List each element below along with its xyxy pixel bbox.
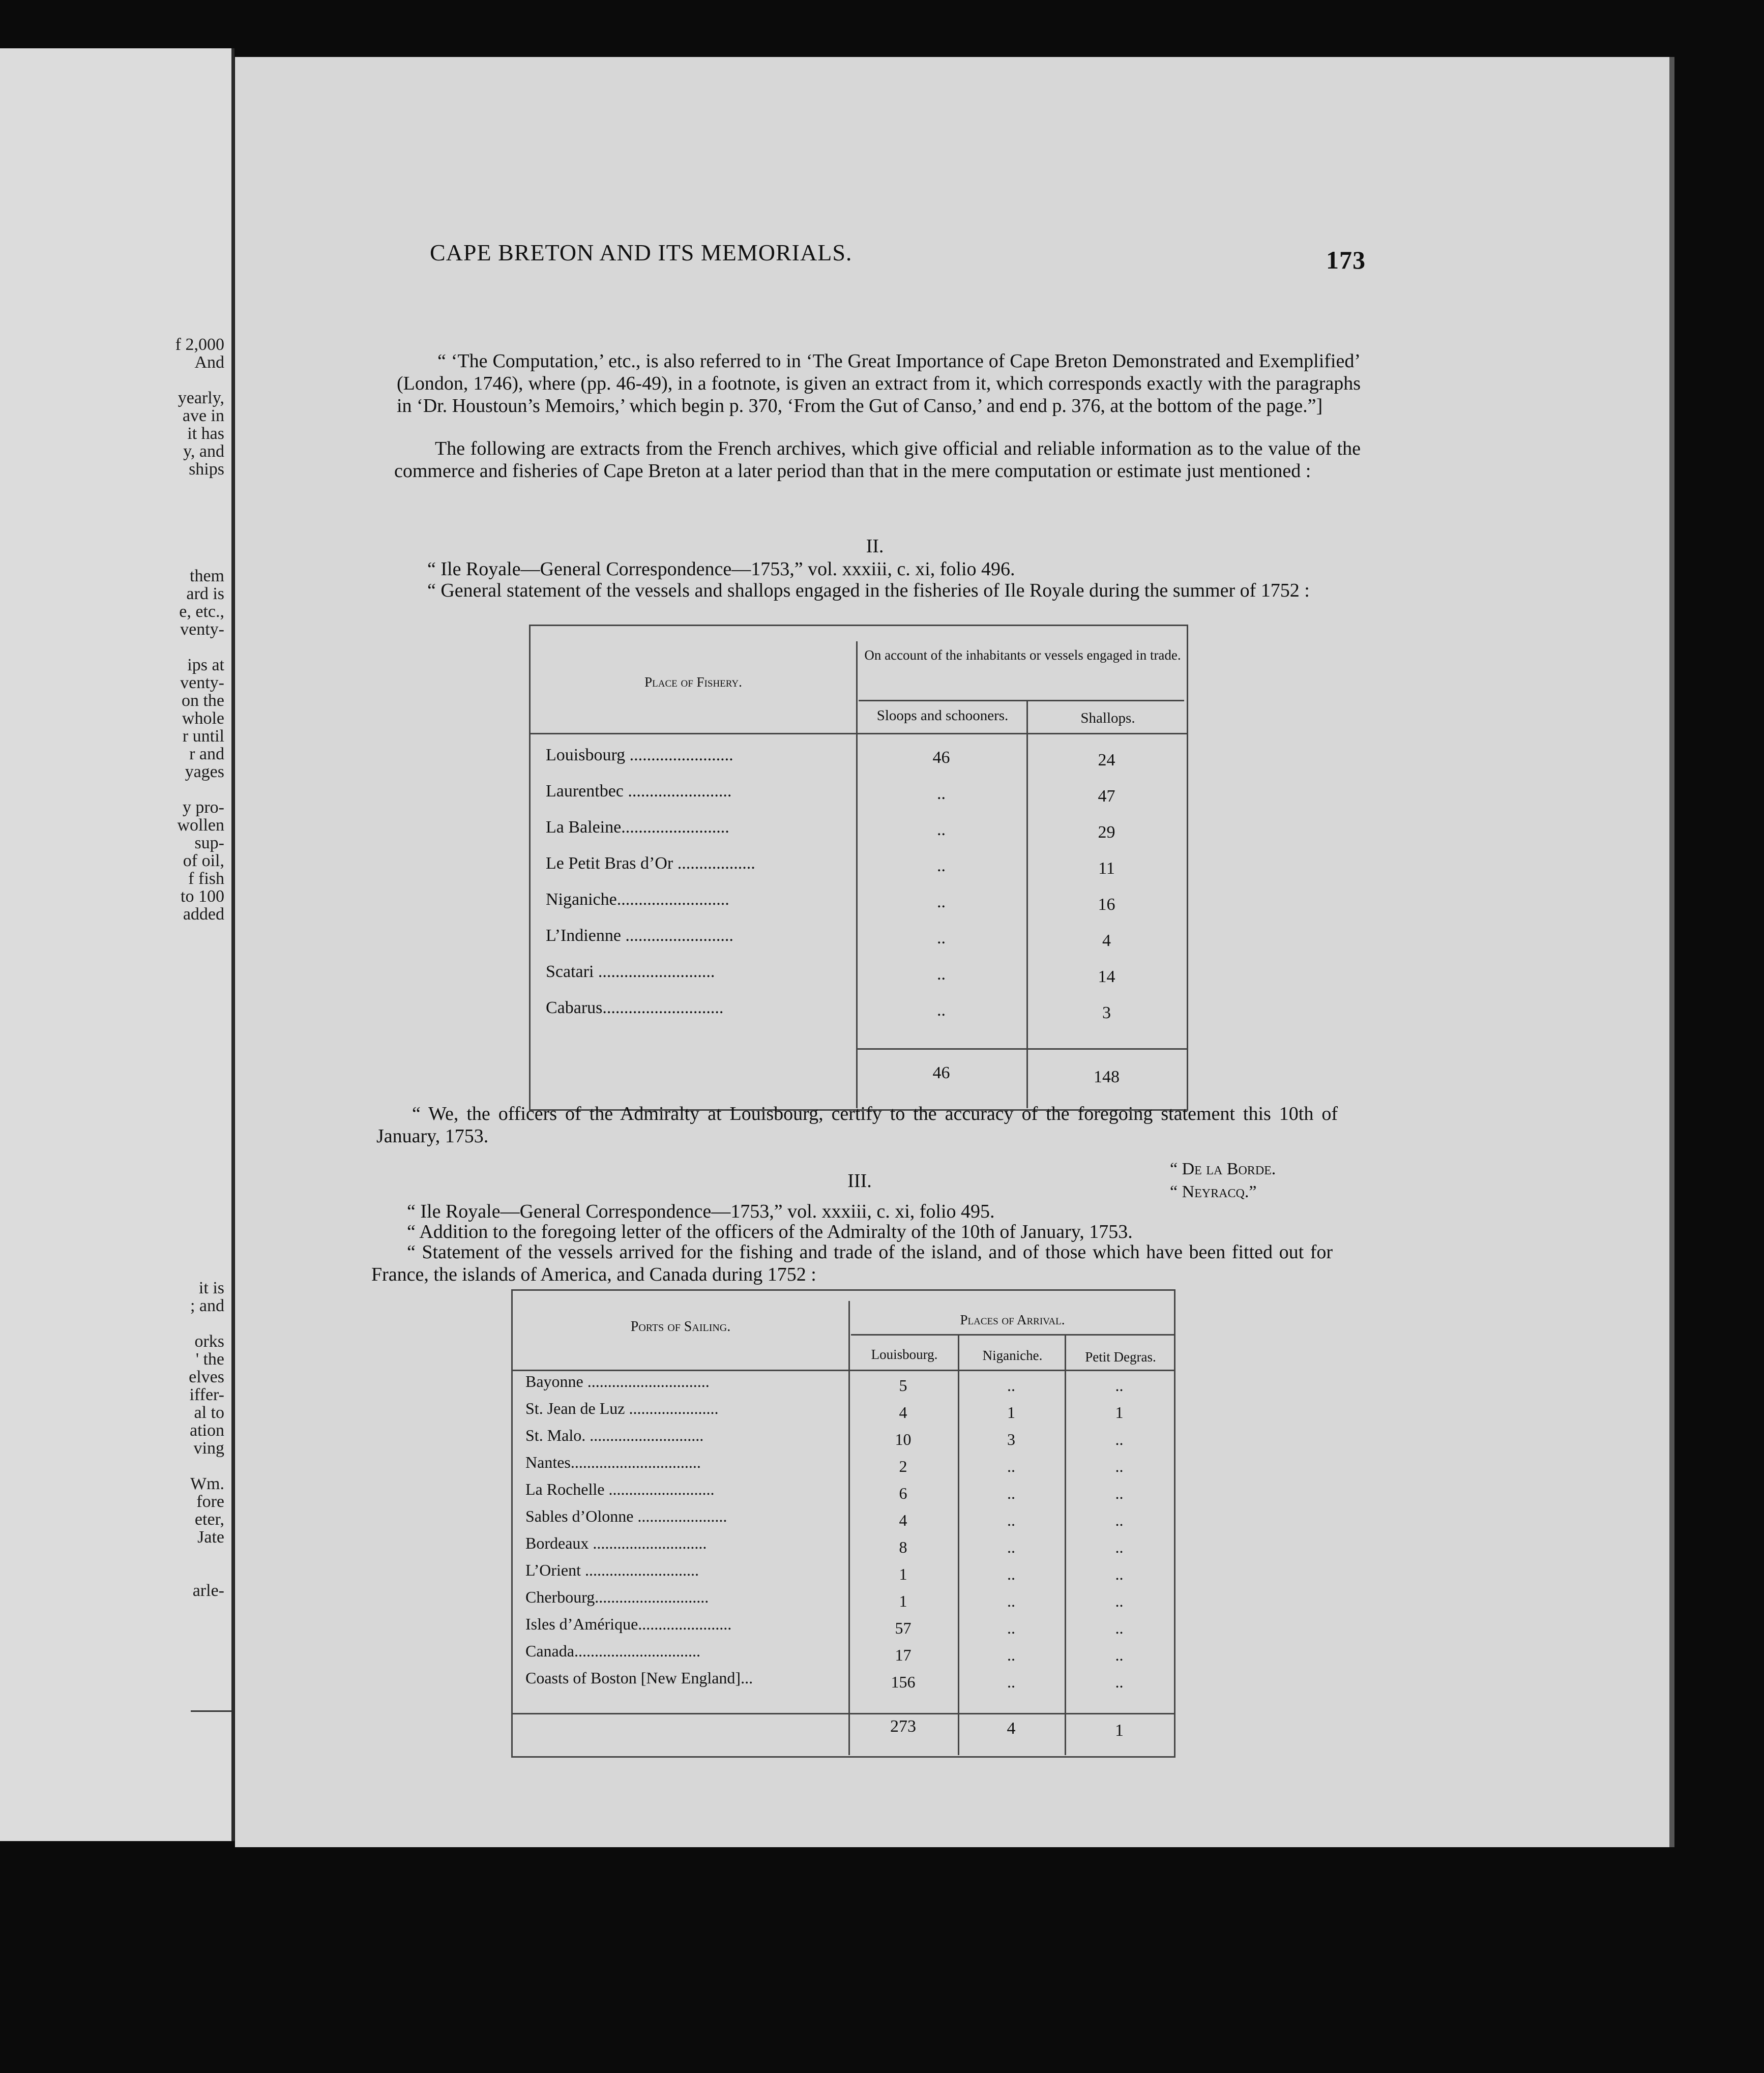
facing-page-line [175,549,224,567]
facing-page-line: venty- [180,673,224,692]
facing-page-line: arle- [192,1581,224,1600]
facing-page-line: whole [182,709,224,728]
petit-value: .. [1115,1592,1124,1610]
sloops-value: .. [937,893,946,911]
facing-page-line [175,1172,224,1190]
facing-page-line: Wm. [190,1474,224,1493]
louisbourg-value: 6 [899,1484,907,1502]
facing-page-line: And [194,353,224,372]
niganiche-value: 1 [1007,1403,1015,1422]
col-group-header: On account of the inhabitants or vessels engaged in trade. [864,647,1181,663]
shallops-value: 24 [1098,751,1115,769]
shallops-value: 29 [1098,823,1115,842]
petit-value: .. [1115,1484,1124,1502]
total-petit-degras: 1 [1115,1721,1124,1740]
facing-page-line [175,514,224,531]
petit-value: .. [1115,1673,1124,1691]
total-sloops: 46 [932,1063,950,1082]
col-header-petit-degras: Petit Degras. [1085,1349,1156,1365]
facing-page-line: ard is [186,584,224,603]
sloops-value: 46 [932,748,950,767]
facing-page-line: ation [190,1421,224,1440]
port-of-sailing: Coasts of Boston [New England]... [525,1669,753,1687]
petit-value: .. [1115,1376,1124,1395]
sloops-value: .. [937,856,946,875]
facing-page-line [175,1208,224,1226]
facing-page-line: orks [194,1332,224,1351]
total-rule [513,1713,1174,1714]
facing-page-line: ving [193,1439,224,1458]
facing-page-line: r and [189,745,224,763]
facing-page-line [175,923,224,941]
louisbourg-value: 8 [899,1538,907,1556]
facing-page-line: f 2,000 [175,335,224,354]
section-iii-numeral: III. [847,1170,872,1192]
facing-page-line: ave in [182,406,224,425]
section-ii-source: “ Ile Royale—General Correspondence—1753,” vol. xxxiii, c. xi, folio 496. [427,558,1015,580]
facing-page-line: ; and [190,1296,224,1315]
shallops-value: 16 [1098,895,1115,914]
section-ii-statement: “ General statement of the vessels and shallops engaged in the fisheries of Ile Royale during the summer of 1752 : [427,580,1310,601]
port-of-sailing: La Rochelle .......................... [525,1480,715,1498]
port-of-sailing: Canada............................... [525,1642,700,1660]
signature-neyracq: “ Neyracq.” [1170,1182,1257,1201]
sloops-value: .. [937,929,946,947]
facing-page-line: eter, [194,1510,224,1529]
col-header-louisbourg: Louisbourg. [871,1347,938,1362]
col-header-niganiche: Niganiche. [982,1348,1043,1363]
facing-page-text [175,336,224,1600]
niganiche-value: .. [1007,1484,1015,1502]
sloops-value: .. [937,820,946,839]
col-header-sloops: Sloops and schooners. [876,707,1009,724]
facing-page-line: on the [181,691,224,710]
louisbourg-value: 4 [899,1403,907,1422]
port-of-sailing: Sables d’Olonne ...................... [525,1507,727,1525]
signature-de-la-borde: “ De la Borde. [1170,1160,1276,1178]
louisbourg-value: 17 [895,1646,912,1664]
louisbourg-value: 57 [895,1619,912,1637]
facing-page-line [175,371,224,389]
petit-value: 1 [1115,1403,1124,1422]
total-louisbourg: 273 [890,1717,916,1736]
facing-page-line [175,1065,224,1083]
facing-page-line [175,496,224,514]
section-iii-addition: “ Addition to the foregoing letter of the officers of the Admiralty of the 10th of January, 1753. [407,1221,1133,1242]
louisbourg-value: 1 [899,1592,907,1610]
total-rule [856,1048,1187,1050]
facing-page-line [175,531,224,549]
port-of-sailing: St. Jean de Luz ...................... [525,1399,719,1417]
facing-page-line [175,1457,224,1475]
facing-page-line: it has [187,424,224,443]
facing-page-line [175,1083,224,1101]
facing-page-line: al to [194,1403,224,1422]
col-header-shallops: Shallops. [1080,710,1135,726]
facing-page-line: y pro- [182,798,224,817]
facing-page-line [175,1315,224,1332]
section-iii-statement: “ Statement of the vessels arrived for the fishing and trade of the island, and of those which have been fitted out for France, the islands of America, and Canada during 1752 : [371,1241,1333,1285]
total-shallops: 148 [1094,1068,1120,1086]
intro-paragraph: The following are extracts from the French archives, which give official and reliable information as to the value of the commerce and fisheries of Cape Breton at a later period than that in the mere computation or estimate just mentioned : [394,438,1361,482]
port-of-sailing: St. Malo. ............................ [525,1426,704,1444]
facing-page-rule [191,1710,231,1712]
section-ii-numeral: II. [866,536,884,557]
facing-page-line: of oil, [183,851,224,870]
facing-page-line: it is [198,1279,224,1297]
facing-page-line [175,1137,224,1154]
fisheries-table [529,625,1188,1111]
shallops-value: 3 [1102,1003,1111,1022]
petit-value: .. [1115,1511,1124,1529]
facing-page-line [175,941,224,959]
col-header-place: Place of Fishery. [644,674,742,690]
louisbourg-value: 2 [899,1457,907,1475]
facing-page-line: yearly, [178,389,224,407]
louisbourg-value: 10 [895,1430,912,1448]
running-title: CAPE BRETON AND ITS MEMORIALS. [430,240,852,265]
shallops-value: 4 [1102,931,1111,950]
facing-page-line: y, and [183,442,224,461]
header-rule [859,700,1184,701]
header-rule [531,733,1187,734]
facing-page-line [175,1261,224,1279]
intro-quote: “ ‘The Computation,’ etc., is also referred to in ‘The Great Importance of Cape Breton Demonstrated and Exemplified’ (London, 1746), where (pp. 46-49), in a footnote, is given an extract from it, which corresponds exactly with the paragraphs in ‘Dr. Houstoun’s Memoirs,’ which begin p. 370, ‘From the Gut of Canso,’ and end p. 376, at the bottom of the page.”] [397,350,1361,417]
facing-page-line: r until [182,727,224,746]
facing-page-line: elves [189,1368,224,1386]
facing-page-line: f fish [188,869,224,888]
port-of-sailing: Bayonne .............................. [525,1372,710,1390]
facing-page-line: ships [189,460,224,479]
facing-page-line [175,1101,224,1119]
facing-page-line: e, etc., [179,602,224,621]
niganiche-value: .. [1007,1673,1015,1691]
fishery-place: Cabarus............................ [546,998,724,1017]
facing-page-line [175,1012,224,1030]
col-group-arrival: Places of Arrival. [960,1312,1065,1327]
niganiche-value: .. [1007,1619,1015,1637]
port-of-sailing: Cherbourg............................ [525,1588,709,1606]
niganiche-value: .. [1007,1511,1015,1529]
facing-page-line: them [190,567,224,585]
facing-page-line: yages [185,762,224,781]
facing-page-line [175,994,224,1012]
niganiche-value: .. [1007,1646,1015,1664]
facing-page-line [175,1119,224,1137]
facing-page-line: Jate [197,1528,224,1547]
shallops-value: 14 [1098,967,1115,986]
facing-page-line: fore [196,1492,224,1511]
header-rule [513,1370,1174,1371]
louisbourg-value: 4 [899,1511,907,1529]
sloops-value: .. [937,965,946,984]
port-of-sailing: Nantes................................ [525,1453,701,1471]
port-of-sailing: Bordeaux ............................ [525,1534,707,1552]
petit-value: .. [1115,1646,1124,1664]
facing-page-line [175,1154,224,1172]
niganiche-value: .. [1007,1538,1015,1556]
fishery-place: L’Indienne ......................... [546,926,733,945]
niganiche-value: 3 [1007,1430,1015,1448]
total-niganiche: 4 [1007,1719,1016,1738]
facing-page-line [175,959,224,976]
facing-page-line: iffer- [189,1385,224,1404]
facing-page-line [175,1190,224,1208]
arrivals-table [511,1289,1175,1758]
section-iii-source: “ Ile Royale—General Correspondence—1753,” vol. xxxiii, c. xi, folio 495. [407,1201,995,1222]
facing-page-line: venty- [180,620,224,639]
page-number: 173 [1326,246,1366,274]
facing-page-line [175,1048,224,1065]
petit-value: .. [1115,1619,1124,1637]
sloops-value: .. [937,1001,946,1020]
col-header-ports: Ports of Sailing. [630,1319,731,1335]
niganiche-value: .. [1007,1592,1015,1610]
facing-page-line: wollen [177,816,224,835]
shallops-value: 11 [1098,859,1115,878]
facing-page-line [175,1564,224,1582]
fishery-place: Laurentbec ........................ [546,782,732,801]
fishery-place: Scatari ........................... [546,962,715,981]
facing-page-line [175,1546,224,1564]
facing-page-line [175,1226,224,1243]
facing-page-line: ' the [195,1350,224,1369]
facing-page-line [175,781,224,798]
shallops-value: 47 [1098,787,1115,806]
niganiche-value: .. [1007,1376,1015,1395]
petit-value: .. [1115,1457,1124,1475]
facing-page-line: sup- [194,834,224,852]
fishery-place: Louisbourg ........................ [546,746,733,764]
facing-page-line [175,1243,224,1261]
facing-page-line [175,1030,224,1048]
admiralty-certification: “ We, the officers of the Admiralty at Louisbourg, certify to the accuracy of the foregoing statement this 10th of January, 1753. [376,1103,1338,1147]
facing-page-line [175,976,224,994]
facing-page [0,48,234,1841]
facing-page-line: added [183,905,224,924]
facing-page-line: to 100 [181,887,224,906]
louisbourg-value: 5 [899,1376,907,1395]
niganiche-value: .. [1007,1565,1015,1583]
fishery-place: Le Petit Bras d’Or .................. [546,854,755,873]
port-of-sailing: Isles d’Amérique....................... [525,1615,732,1633]
facing-page-line: ips at [187,656,224,674]
niganiche-value: .. [1007,1457,1015,1475]
petit-value: .. [1115,1430,1124,1448]
fishery-place: La Baleine......................... [546,818,729,837]
petit-value: .. [1115,1565,1124,1583]
facing-page-line [175,638,224,656]
louisbourg-value: 1 [899,1565,907,1583]
fishery-place: Niganiche.......................... [546,890,729,909]
header-rule [851,1334,1174,1336]
facing-page-line [175,478,224,496]
louisbourg-value: 156 [891,1673,916,1691]
petit-value: .. [1115,1538,1124,1556]
sloops-value: .. [937,784,946,803]
port-of-sailing: L’Orient ............................ [525,1561,699,1579]
